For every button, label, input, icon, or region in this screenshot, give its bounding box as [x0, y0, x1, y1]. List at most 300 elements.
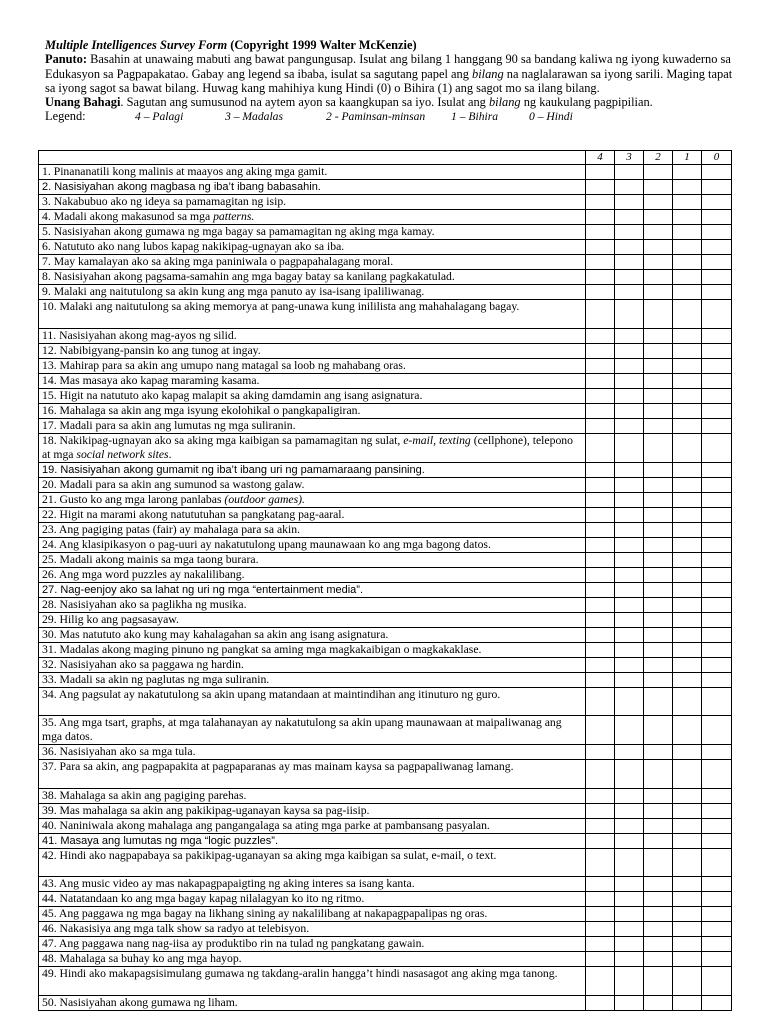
answer-cell-1[interactable]	[673, 995, 702, 1010]
answer-cell-1[interactable]	[673, 788, 702, 803]
answer-cell-0[interactable]	[702, 848, 732, 877]
statement-text: 6. Natututo ako nang lubos kapag nakikipag-ugnayan ako sa iba.	[42, 240, 345, 253]
answer-cell-3[interactable]	[615, 788, 644, 803]
answer-cell-2[interactable]	[644, 627, 673, 642]
answer-cell-4[interactable]	[586, 225, 615, 240]
answer-cell-0[interactable]	[702, 210, 732, 225]
answer-cell-3[interactable]	[615, 597, 644, 612]
answer-cell-4[interactable]	[586, 937, 615, 952]
answer-cell-3[interactable]	[615, 195, 644, 210]
statement-cell	[39, 582, 586, 597]
legend-item-1: 1 – Bihira	[451, 110, 499, 124]
statement-cell	[39, 522, 586, 537]
answer-cell-4[interactable]	[586, 433, 615, 462]
answer-cell-3[interactable]	[615, 877, 644, 892]
statement-text: 28. Nasisiyahan ako sa paglikha ng musika.	[42, 597, 247, 611]
answer-cell-3[interactable]	[615, 462, 644, 477]
answer-cell-2[interactable]	[644, 403, 673, 418]
statement-italic-text: (outdoor games).	[224, 492, 305, 506]
answer-cell-1[interactable]	[673, 582, 702, 597]
answer-cell-1[interactable]	[673, 952, 702, 967]
answer-cell-0[interactable]	[702, 597, 732, 612]
answer-cell-3[interactable]	[615, 642, 644, 657]
answer-cell-4[interactable]	[586, 165, 615, 180]
answer-cell-4[interactable]	[586, 995, 615, 1010]
answer-cell-1[interactable]	[673, 833, 702, 848]
answer-cell-4[interactable]	[586, 745, 615, 760]
form-header	[45, 38, 735, 125]
answer-cell-0[interactable]	[702, 745, 732, 760]
answer-cell-0[interactable]	[702, 522, 732, 537]
statement-text: 35. Ang mga tsart, graphs, at mga talahanayan ay nakatutulong sa akin upang maunawaan at maipaliwanag ang mga datos.	[42, 716, 562, 744]
answer-cell-3[interactable]	[615, 687, 644, 716]
column-header-1: 1	[673, 151, 702, 165]
answer-cell-4[interactable]	[586, 803, 615, 818]
answer-cell-3[interactable]	[615, 225, 644, 240]
answer-cell-1[interactable]	[673, 195, 702, 210]
statement-cell	[39, 270, 586, 285]
statement-cell	[39, 477, 586, 492]
answer-cell-1[interactable]	[673, 225, 702, 240]
answer-cell-3[interactable]	[615, 403, 644, 418]
answer-cell-2[interactable]	[644, 477, 673, 492]
statement-text: 13. Mahirap para sa akin ang umupo nang matagal sa loob ng mahabang oras.	[42, 358, 406, 372]
answer-cell-0[interactable]	[702, 433, 732, 462]
answer-cell-0[interactable]	[702, 818, 732, 833]
answer-cell-0[interactable]	[702, 537, 732, 552]
answer-cell-0[interactable]	[702, 672, 732, 687]
answer-cell-1[interactable]	[673, 687, 702, 716]
answer-cell-2[interactable]	[644, 285, 673, 300]
answer-cell-1[interactable]	[673, 937, 702, 952]
answer-cell-3[interactable]	[615, 477, 644, 492]
answer-cell-3[interactable]	[615, 716, 644, 745]
answer-cell-1[interactable]	[673, 877, 702, 892]
answer-cell-4[interactable]	[586, 507, 615, 522]
answer-cell-4[interactable]	[586, 210, 615, 225]
answer-cell-4[interactable]	[586, 300, 615, 329]
answer-cell-1[interactable]	[673, 627, 702, 642]
answer-cell-0[interactable]	[702, 373, 732, 388]
statement-italic-text: social network sites	[76, 447, 169, 461]
legend-item-0: 0 – Hindi	[529, 110, 573, 124]
answer-cell-1[interactable]	[673, 612, 702, 627]
answer-cell-3[interactable]	[615, 492, 644, 507]
answer-cell-3[interactable]	[615, 582, 644, 597]
statement-text: 36. Nasisiyahan ako sa mga tula.	[42, 745, 196, 759]
answer-cell-2[interactable]	[644, 567, 673, 582]
answer-cell-0[interactable]	[702, 462, 732, 477]
answer-cell-1[interactable]	[673, 892, 702, 907]
answer-cell-4[interactable]	[586, 922, 615, 937]
answer-cell-3[interactable]	[615, 507, 644, 522]
answer-cell-2[interactable]	[644, 687, 673, 716]
answer-cell-3[interactable]	[615, 300, 644, 329]
table-row	[39, 255, 732, 270]
table-row	[39, 240, 732, 255]
answer-cell-3[interactable]	[615, 358, 644, 373]
answer-cell-0[interactable]	[702, 195, 732, 210]
answer-cell-2[interactable]	[644, 300, 673, 329]
answer-cell-0[interactable]	[702, 180, 732, 195]
answer-cell-4[interactable]	[586, 967, 615, 996]
answer-cell-2[interactable]	[644, 180, 673, 195]
answer-cell-2[interactable]	[644, 907, 673, 922]
answer-cell-2[interactable]	[644, 492, 673, 507]
answer-cell-4[interactable]	[586, 492, 615, 507]
answer-cell-0[interactable]	[702, 877, 732, 892]
statement-text: 14. Mas masaya ako kapag maraming kasama.	[42, 373, 260, 387]
answer-cell-2[interactable]	[644, 967, 673, 996]
answer-cell-0[interactable]	[702, 270, 732, 285]
answer-cell-2[interactable]	[644, 507, 673, 522]
answer-cell-2[interactable]	[644, 358, 673, 373]
answer-cell-3[interactable]	[615, 240, 644, 255]
answer-cell-4[interactable]	[586, 952, 615, 967]
answer-cell-1[interactable]	[673, 343, 702, 358]
table-row	[39, 657, 732, 672]
answer-cell-1[interactable]	[673, 907, 702, 922]
answer-cell-2[interactable]	[644, 552, 673, 567]
answer-cell-1[interactable]	[673, 373, 702, 388]
answer-cell-4[interactable]	[586, 477, 615, 492]
answer-cell-1[interactable]	[673, 477, 702, 492]
answer-cell-4[interactable]	[586, 627, 615, 642]
answer-cell-0[interactable]	[702, 937, 732, 952]
answer-cell-2[interactable]	[644, 195, 673, 210]
statement-text: 46. Nakasisiya ang mga talk show sa radyo at telebisyon.	[42, 922, 310, 936]
answer-cell-1[interactable]	[673, 967, 702, 996]
answer-cell-2[interactable]	[644, 328, 673, 343]
answer-cell-1[interactable]	[673, 388, 702, 403]
answer-cell-1[interactable]	[673, 270, 702, 285]
answer-cell-0[interactable]	[702, 716, 732, 745]
answer-cell-1[interactable]	[673, 255, 702, 270]
answer-cell-0[interactable]	[702, 687, 732, 716]
answer-cell-4[interactable]	[586, 892, 615, 907]
answer-cell-4[interactable]	[586, 788, 615, 803]
answer-cell-4[interactable]	[586, 552, 615, 567]
answer-cell-2[interactable]	[644, 803, 673, 818]
answer-cell-4[interactable]	[586, 418, 615, 433]
answer-cell-0[interactable]	[702, 760, 732, 789]
answer-cell-1[interactable]	[673, 433, 702, 462]
statement-cell	[39, 995, 586, 1010]
answer-cell-2[interactable]	[644, 848, 673, 877]
answer-cell-2[interactable]	[644, 225, 673, 240]
answer-cell-3[interactable]	[615, 952, 644, 967]
answer-cell-0[interactable]	[702, 952, 732, 967]
answer-cell-3[interactable]	[615, 627, 644, 642]
answer-cell-0[interactable]	[702, 995, 732, 1010]
answer-cell-3[interactable]	[615, 612, 644, 627]
answer-cell-4[interactable]	[586, 373, 615, 388]
answer-cell-1[interactable]	[673, 300, 702, 329]
answer-cell-0[interactable]	[702, 507, 732, 522]
answer-cell-1[interactable]	[673, 522, 702, 537]
answer-cell-1[interactable]	[673, 403, 702, 418]
answer-cell-4[interactable]	[586, 537, 615, 552]
answer-cell-3[interactable]	[615, 180, 644, 195]
answer-cell-3[interactable]	[615, 567, 644, 582]
answer-cell-2[interactable]	[644, 418, 673, 433]
answer-cell-2[interactable]	[644, 716, 673, 745]
answer-cell-2[interactable]	[644, 343, 673, 358]
answer-cell-3[interactable]	[615, 210, 644, 225]
table-row	[39, 567, 732, 582]
answer-cell-4[interactable]	[586, 907, 615, 922]
answer-cell-2[interactable]	[644, 995, 673, 1010]
answer-cell-0[interactable]	[702, 922, 732, 937]
answer-cell-0[interactable]	[702, 477, 732, 492]
answer-cell-0[interactable]	[702, 255, 732, 270]
answer-cell-2[interactable]	[644, 922, 673, 937]
answer-cell-0[interactable]	[702, 240, 732, 255]
answer-cell-4[interactable]	[586, 343, 615, 358]
answer-cell-2[interactable]	[644, 642, 673, 657]
answer-cell-2[interactable]	[644, 877, 673, 892]
answer-cell-1[interactable]	[673, 358, 702, 373]
statement-text: 40. Naniniwala akong mahalaga ang pangangalaga sa ating mga parke at pambansang pasyalan.	[42, 818, 490, 832]
answer-cell-4[interactable]	[586, 612, 615, 627]
answer-cell-1[interactable]	[673, 552, 702, 567]
answer-cell-0[interactable]	[702, 642, 732, 657]
answer-cell-4[interactable]	[586, 642, 615, 657]
answer-cell-1[interactable]	[673, 328, 702, 343]
statement-text: 17. Madali para sa akin ang lumutas ng mga suliranin.	[42, 418, 296, 432]
answer-cell-3[interactable]	[615, 672, 644, 687]
statement-text: 22. Higit na marami akong natututuhan sa pangkatang pag-aaral.	[42, 507, 345, 521]
answer-cell-1[interactable]	[673, 462, 702, 477]
answer-cell-4[interactable]	[586, 877, 615, 892]
answer-cell-4[interactable]	[586, 195, 615, 210]
answer-cell-3[interactable]	[615, 522, 644, 537]
answer-cell-0[interactable]	[702, 833, 732, 848]
answer-cell-0[interactable]	[702, 285, 732, 300]
answer-cell-1[interactable]	[673, 642, 702, 657]
answer-cell-2[interactable]	[644, 612, 673, 627]
statement-text: .	[168, 447, 172, 461]
table-row	[39, 165, 732, 180]
answer-cell-0[interactable]	[702, 388, 732, 403]
statement-text: 3. Nakabubuo ako ng ideya sa pamamagitan ng isip.	[42, 195, 287, 208]
answer-cell-1[interactable]	[673, 210, 702, 225]
answer-cell-1[interactable]	[673, 745, 702, 760]
answer-cell-3[interactable]	[615, 433, 644, 462]
answer-cell-0[interactable]	[702, 225, 732, 240]
answer-cell-2[interactable]	[644, 818, 673, 833]
answer-cell-4[interactable]	[586, 672, 615, 687]
answer-cell-3[interactable]	[615, 537, 644, 552]
statement-text: 44. Natatandaan ko ang mga bagay kapag nilalagyan ko ito ng ritmo.	[42, 892, 365, 906]
answer-cell-0[interactable]	[702, 892, 732, 907]
statement-text: 24. Ang klasipikasyon o pag-uuri ay nakatutulong upang maunawaan ko ang mga bagong datos.	[42, 537, 491, 551]
answer-cell-4[interactable]	[586, 582, 615, 597]
answer-cell-3[interactable]	[615, 848, 644, 877]
answer-cell-1[interactable]	[673, 597, 702, 612]
answer-cell-4[interactable]	[586, 180, 615, 195]
answer-cell-3[interactable]	[615, 833, 644, 848]
answer-cell-1[interactable]	[673, 922, 702, 937]
answer-cell-3[interactable]	[615, 818, 644, 833]
answer-cell-4[interactable]	[586, 285, 615, 300]
table-row	[39, 877, 732, 892]
unang-bahagi-label: Unang Bahagi	[45, 95, 121, 110]
answer-cell-1[interactable]	[673, 180, 702, 195]
answer-cell-0[interactable]	[702, 788, 732, 803]
answer-cell-1[interactable]	[673, 657, 702, 672]
statement-text: 49. Hindi ako makapagsisimulang gumawa ng takdang-aralin hangga’t hindi nasasagot ang aking mga tanong.	[42, 967, 558, 981]
answer-cell-2[interactable]	[644, 433, 673, 462]
answer-cell-4[interactable]	[586, 358, 615, 373]
answer-cell-4[interactable]	[586, 818, 615, 833]
answer-cell-1[interactable]	[673, 507, 702, 522]
answer-cell-0[interactable]	[702, 165, 732, 180]
statement-cell	[39, 672, 586, 687]
statement-cell	[39, 967, 586, 996]
answer-cell-4[interactable]	[586, 240, 615, 255]
answer-cell-1[interactable]	[673, 716, 702, 745]
answer-cell-4[interactable]	[586, 462, 615, 477]
answer-cell-2[interactable]	[644, 373, 673, 388]
answer-cell-2[interactable]	[644, 937, 673, 952]
answer-cell-0[interactable]	[702, 627, 732, 642]
statement-text: 32. Nasisiyahan ako sa paggawa ng hardin.	[42, 657, 244, 671]
answer-cell-2[interactable]	[644, 462, 673, 477]
table-row	[39, 358, 732, 373]
statement-cell	[39, 433, 586, 462]
answer-cell-0[interactable]	[702, 492, 732, 507]
answer-cell-3[interactable]	[615, 343, 644, 358]
answer-cell-0[interactable]	[702, 552, 732, 567]
answer-cell-1[interactable]	[673, 537, 702, 552]
statement-cell	[39, 492, 586, 507]
answer-cell-2[interactable]	[644, 255, 673, 270]
answer-cell-0[interactable]	[702, 907, 732, 922]
answer-cell-3[interactable]	[615, 165, 644, 180]
answer-cell-1[interactable]	[673, 672, 702, 687]
answer-cell-1[interactable]	[673, 492, 702, 507]
answer-cell-1[interactable]	[673, 240, 702, 255]
statement-text: 20. Madali para sa akin ang sumunod sa wastong galaw.	[42, 477, 305, 491]
statement-text: 37. Para sa akin, ang pagpapakita at pagpaparanas ay mas mainam kaysa sa pagpapaliwanag lamang.	[42, 760, 514, 774]
answer-cell-0[interactable]	[702, 612, 732, 627]
answer-cell-3[interactable]	[615, 657, 644, 672]
answer-cell-3[interactable]	[615, 270, 644, 285]
answer-cell-0[interactable]	[702, 803, 732, 818]
answer-cell-4[interactable]	[586, 716, 615, 745]
answer-cell-3[interactable]	[615, 373, 644, 388]
answer-cell-2[interactable]	[644, 165, 673, 180]
answer-cell-2[interactable]	[644, 240, 673, 255]
answer-cell-4[interactable]	[586, 833, 615, 848]
answer-cell-4[interactable]	[586, 388, 615, 403]
answer-cell-0[interactable]	[702, 343, 732, 358]
answer-cell-3[interactable]	[615, 552, 644, 567]
answer-cell-1[interactable]	[673, 418, 702, 433]
answer-cell-1[interactable]	[673, 760, 702, 789]
answer-cell-3[interactable]	[615, 418, 644, 433]
answer-cell-1[interactable]	[673, 285, 702, 300]
answer-cell-3[interactable]	[615, 255, 644, 270]
answer-cell-3[interactable]	[615, 803, 644, 818]
answer-cell-3[interactable]	[615, 388, 644, 403]
answer-cell-3[interactable]	[615, 892, 644, 907]
answer-cell-2[interactable]	[644, 537, 673, 552]
answer-cell-2[interactable]	[644, 833, 673, 848]
answer-cell-2[interactable]	[644, 952, 673, 967]
answer-cell-2[interactable]	[644, 522, 673, 537]
answer-cell-4[interactable]	[586, 687, 615, 716]
answer-cell-2[interactable]	[644, 270, 673, 285]
answer-cell-2[interactable]	[644, 745, 673, 760]
answer-cell-0[interactable]	[702, 418, 732, 433]
statement-cell	[39, 716, 586, 745]
answer-cell-4[interactable]	[586, 657, 615, 672]
answer-cell-0[interactable]	[702, 328, 732, 343]
answer-cell-3[interactable]	[615, 285, 644, 300]
answer-cell-2[interactable]	[644, 788, 673, 803]
answer-cell-3[interactable]	[615, 995, 644, 1010]
answer-cell-0[interactable]	[702, 567, 732, 582]
answer-cell-3[interactable]	[615, 328, 644, 343]
answer-cell-4[interactable]	[586, 848, 615, 877]
answer-cell-2[interactable]	[644, 388, 673, 403]
answer-cell-0[interactable]	[702, 657, 732, 672]
table-row	[39, 522, 732, 537]
answer-cell-2[interactable]	[644, 210, 673, 225]
answer-cell-3[interactable]	[615, 967, 644, 996]
answer-cell-4[interactable]	[586, 760, 615, 789]
answer-cell-1[interactable]	[673, 803, 702, 818]
statement-cell	[39, 567, 586, 582]
answer-cell-4[interactable]	[586, 270, 615, 285]
answer-cell-3[interactable]	[615, 922, 644, 937]
answer-cell-1[interactable]	[673, 818, 702, 833]
answer-cell-4[interactable]	[586, 255, 615, 270]
answer-cell-4[interactable]	[586, 597, 615, 612]
answer-cell-4[interactable]	[586, 328, 615, 343]
answer-cell-3[interactable]	[615, 937, 644, 952]
answer-cell-0[interactable]	[702, 300, 732, 329]
answer-cell-1[interactable]	[673, 567, 702, 582]
table-row	[39, 952, 732, 967]
answer-cell-2[interactable]	[644, 657, 673, 672]
answer-cell-1[interactable]	[673, 165, 702, 180]
answer-cell-3[interactable]	[615, 760, 644, 789]
table-row	[39, 937, 732, 952]
answer-cell-2[interactable]	[644, 892, 673, 907]
answer-cell-0[interactable]	[702, 358, 732, 373]
statement-text: 31. Madalas akong maging pinuno ng pangkat sa aming mga magkakaibigan o magkakaklase.	[42, 642, 482, 656]
answer-cell-3[interactable]	[615, 745, 644, 760]
answer-cell-2[interactable]	[644, 760, 673, 789]
answer-cell-0[interactable]	[702, 403, 732, 418]
answer-cell-4[interactable]	[586, 567, 615, 582]
answer-cell-4[interactable]	[586, 522, 615, 537]
answer-cell-2[interactable]	[644, 582, 673, 597]
answer-cell-3[interactable]	[615, 907, 644, 922]
answer-cell-0[interactable]	[702, 967, 732, 996]
answer-cell-4[interactable]	[586, 403, 615, 418]
answer-cell-1[interactable]	[673, 848, 702, 877]
survey-table	[38, 150, 732, 1011]
answer-cell-0[interactable]	[702, 582, 732, 597]
answer-cell-2[interactable]	[644, 672, 673, 687]
statement-cell	[39, 877, 586, 892]
table-row	[39, 270, 732, 285]
answer-cell-2[interactable]	[644, 597, 673, 612]
